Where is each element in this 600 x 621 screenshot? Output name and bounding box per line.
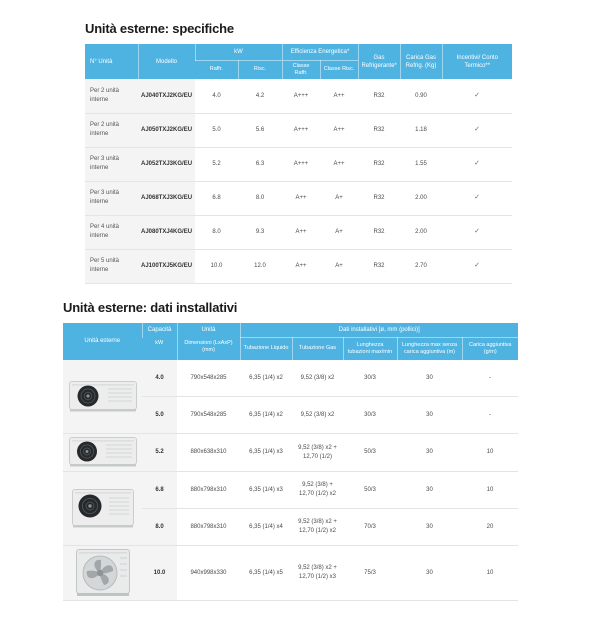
header-n-unita: N° Unità	[85, 44, 138, 79]
cell-classe-raffr: A++	[282, 181, 320, 215]
cell-dimensioni: 880x798x310	[177, 509, 240, 546]
cell-dimensioni: 790x548x285	[177, 397, 240, 434]
outdoor-unit-medium-image	[63, 434, 142, 472]
section-title-specifiche: Unità esterne: specifiche	[85, 21, 234, 36]
install-table	[63, 323, 518, 602]
cell-lunghezza-senza-carica: 30	[397, 397, 462, 434]
cell-classe-risc: A++	[320, 147, 358, 181]
cell-n-unita: Per 3 unità interne	[85, 147, 138, 181]
header-classe-raffr: Classe Raffr.	[282, 60, 320, 79]
cell-classe-raffr: A+++	[282, 113, 320, 147]
cell-kw-risc: 8.0	[238, 181, 282, 215]
header-dati-installativi: Dati installativi [ø, mm (pollici)]	[240, 323, 518, 338]
cell-n-unita: Per 3 unità interne	[85, 181, 138, 215]
cell-tubazione-gas: 9,52 (3/8) x2	[292, 397, 343, 434]
cell-modello: AJ052TXJ3KG/EU	[138, 147, 195, 181]
checkmark-icon: ✓	[442, 249, 512, 283]
header-efficienza: Efficienza Energetica*	[282, 44, 358, 60]
cell-carica-aggiuntiva: -	[462, 397, 518, 434]
cell-n-unita: Per 5 unità interne	[85, 249, 138, 283]
cell-classe-risc: A+	[320, 181, 358, 215]
cell-carica-aggiuntiva: 10	[462, 546, 518, 601]
cell-tubazione-gas: 9,52 (3/8) x2	[292, 360, 343, 397]
cell-capacita: 10.0	[142, 546, 177, 601]
header-tubazione-liquido: Tubazione Liquido	[240, 338, 292, 360]
cell-tubazione-gas: 9,52 (3/8) x2 + 12,70 (1/2)	[292, 434, 343, 472]
outdoor-unit-icon	[68, 436, 138, 469]
cell-lunghezza: 50/3	[343, 472, 397, 509]
header-unita-esterne: Unità esterne	[63, 323, 142, 360]
cell-n-unita: Per 2 unità interne	[85, 113, 138, 147]
cell-tubazione-liquido: 6,35 (1/4) x4	[240, 509, 292, 546]
checkmark-icon: ✓	[442, 79, 512, 113]
header-classe-risc: Classe Risc.	[320, 60, 358, 79]
header-gas-refrigerante: Gas Refrigerante*	[358, 44, 400, 79]
cell-tubazione-gas: 9,52 (3/8) x2 + 12,70 (1/2) x3	[292, 546, 343, 601]
cell-lunghezza-senza-carica: 30	[397, 509, 462, 546]
outdoor-unit-icon	[75, 548, 131, 598]
cell-n-unita: Per 2 unità interne	[85, 79, 138, 113]
cell-carica-aggiuntiva: 20	[462, 509, 518, 546]
header-carica-aggiuntiva: Carica aggiuntiva (g/m)	[462, 338, 518, 360]
header-tubazione-gas: Tubazione Gas	[292, 338, 343, 360]
cell-kw-risc: 12.0	[238, 249, 282, 283]
cell-tubazione-liquido: 6,35 (1/4) x5	[240, 546, 292, 601]
table-row	[63, 434, 518, 472]
cell-modello: AJ050TXJ2KG/EU	[138, 113, 195, 147]
cell-capacita: 6.8	[142, 472, 177, 509]
cell-tubazione-gas: 9,52 (3/8) + 12,70 (1/2) x2	[292, 472, 343, 509]
cell-tubazione-liquido: 6,35 (1/4) x2	[240, 397, 292, 434]
cell-carica: 2.70	[400, 249, 442, 283]
cell-carica: 1.55	[400, 147, 442, 181]
header-kw: kW	[195, 44, 282, 60]
cell-dimensioni: 880x798x310	[177, 472, 240, 509]
cell-gas: R32	[358, 79, 400, 113]
cell-tubazione-liquido: 6,35 (1/4) x3	[240, 434, 292, 472]
cell-kw-raffr: 10.0	[195, 249, 238, 283]
cell-capacita: 8.0	[142, 509, 177, 546]
cell-kw-raffr: 5.2	[195, 147, 238, 181]
cell-classe-risc: A+	[320, 215, 358, 249]
cell-lunghezza: 50/3	[343, 434, 397, 472]
cell-carica: 1.18	[400, 113, 442, 147]
cell-carica: 2.00	[400, 215, 442, 249]
section-title-dati-installativi: Unità esterne: dati installativi	[63, 299, 238, 315]
cell-dimensioni: 880x638x310	[177, 434, 240, 472]
cell-classe-risc: A+	[320, 249, 358, 283]
outdoor-unit-icon	[71, 488, 135, 530]
cell-classe-raffr: A++	[282, 249, 320, 283]
header-unita: Unità	[177, 323, 240, 338]
cell-kw-risc: 5.6	[238, 113, 282, 147]
cell-lunghezza: 30/3	[343, 360, 397, 397]
cell-carica: 0.90	[400, 79, 442, 113]
cell-classe-raffr: A++	[282, 215, 320, 249]
table-row	[63, 472, 518, 509]
header-lunghezza-senza-carica: Lunghezza max senza carica aggiuntiva (m)	[397, 338, 462, 360]
table-row	[85, 113, 512, 147]
cell-kw-raffr: 4.0	[195, 79, 238, 113]
cell-dimensioni: 940x998x330	[177, 546, 240, 601]
cell-gas: R32	[358, 113, 400, 147]
outdoor-unit-tall-image	[63, 472, 142, 546]
header-dimensioni: Dimensioni (LxAxP) (mm)	[177, 338, 240, 360]
cell-tubazione-liquido: 6,35 (1/4) x2	[240, 360, 292, 397]
header-capacita-kw: kW	[142, 338, 177, 360]
header-lunghezza-tubazioni: Lunghezza tubazioni max/min	[343, 338, 397, 360]
header-raffr: Raffr.	[195, 60, 238, 79]
cell-tubazione-gas: 9,52 (3/8) x2 + 12,70 (1/2) x2	[292, 509, 343, 546]
cell-classe-risc: A++	[320, 113, 358, 147]
checkmark-icon: ✓	[442, 181, 512, 215]
specs-table	[85, 44, 512, 284]
table-row	[85, 79, 512, 113]
header-incentivi: Incentivi/ Conto Termico**	[442, 44, 512, 79]
cell-kw-raffr: 8.0	[195, 215, 238, 249]
table-row	[63, 360, 518, 397]
cell-classe-risc: A++	[320, 79, 358, 113]
header-carica-gas: Carica Gas Refrig. (Kg)	[400, 44, 442, 79]
cell-capacita: 5.2	[142, 434, 177, 472]
cell-gas: R32	[358, 215, 400, 249]
header-modello: Modello	[138, 44, 195, 79]
header-risc: Risc.	[238, 60, 282, 79]
cell-kw-raffr: 6.8	[195, 181, 238, 215]
cell-lunghezza: 30/3	[343, 397, 397, 434]
table-row	[85, 181, 512, 215]
table-row	[85, 249, 512, 283]
checkmark-icon: ✓	[442, 147, 512, 181]
cell-tubazione-liquido: 6,35 (1/4) x3	[240, 472, 292, 509]
cell-gas: R32	[358, 181, 400, 215]
cell-lunghezza-senza-carica: 30	[397, 434, 462, 472]
cell-lunghezza: 75/3	[343, 546, 397, 601]
section-specifiche	[85, 21, 512, 284]
header-capacita: Capacità	[142, 323, 177, 338]
cell-kw-risc: 6.3	[238, 147, 282, 181]
outdoor-unit-icon	[68, 380, 138, 414]
cell-carica-aggiuntiva: 10	[462, 472, 518, 509]
cell-capacita: 5.0	[142, 397, 177, 434]
outdoor-unit-large-image	[63, 546, 142, 601]
table-row	[63, 546, 518, 601]
cell-classe-raffr: A+++	[282, 147, 320, 181]
cell-classe-raffr: A+++	[282, 79, 320, 113]
cell-lunghezza: 70/3	[343, 509, 397, 546]
cell-gas: R32	[358, 147, 400, 181]
cell-kw-risc: 9.3	[238, 215, 282, 249]
cell-capacita: 4.0	[142, 360, 177, 397]
cell-modello: AJ080TXJ4KG/EU	[138, 215, 195, 249]
cell-modello: AJ100TXJ5KG/EU	[138, 249, 195, 283]
cell-modello: AJ040TXJ2KG/EU	[138, 79, 195, 113]
cell-n-unita: Per 4 unità interne	[85, 215, 138, 249]
table-row	[85, 215, 512, 249]
cell-lunghezza-senza-carica: 30	[397, 472, 462, 509]
cell-kw-raffr: 5.0	[195, 113, 238, 147]
cell-dimensioni: 790x548x285	[177, 360, 240, 397]
table-row	[85, 147, 512, 181]
section-dati-installativi	[63, 300, 518, 602]
checkmark-icon: ✓	[442, 113, 512, 147]
cell-kw-risc: 4.2	[238, 79, 282, 113]
cell-carica-aggiuntiva: 10	[462, 434, 518, 472]
cell-lunghezza-senza-carica: 30	[397, 546, 462, 601]
cell-gas: R32	[358, 249, 400, 283]
cell-lunghezza-senza-carica: 30	[397, 360, 462, 397]
cell-carica: 2.00	[400, 181, 442, 215]
checkmark-icon: ✓	[442, 215, 512, 249]
cell-modello: AJ068TXJ3KG/EU	[138, 181, 195, 215]
cell-carica-aggiuntiva: -	[462, 360, 518, 397]
outdoor-unit-small-image	[63, 360, 142, 434]
